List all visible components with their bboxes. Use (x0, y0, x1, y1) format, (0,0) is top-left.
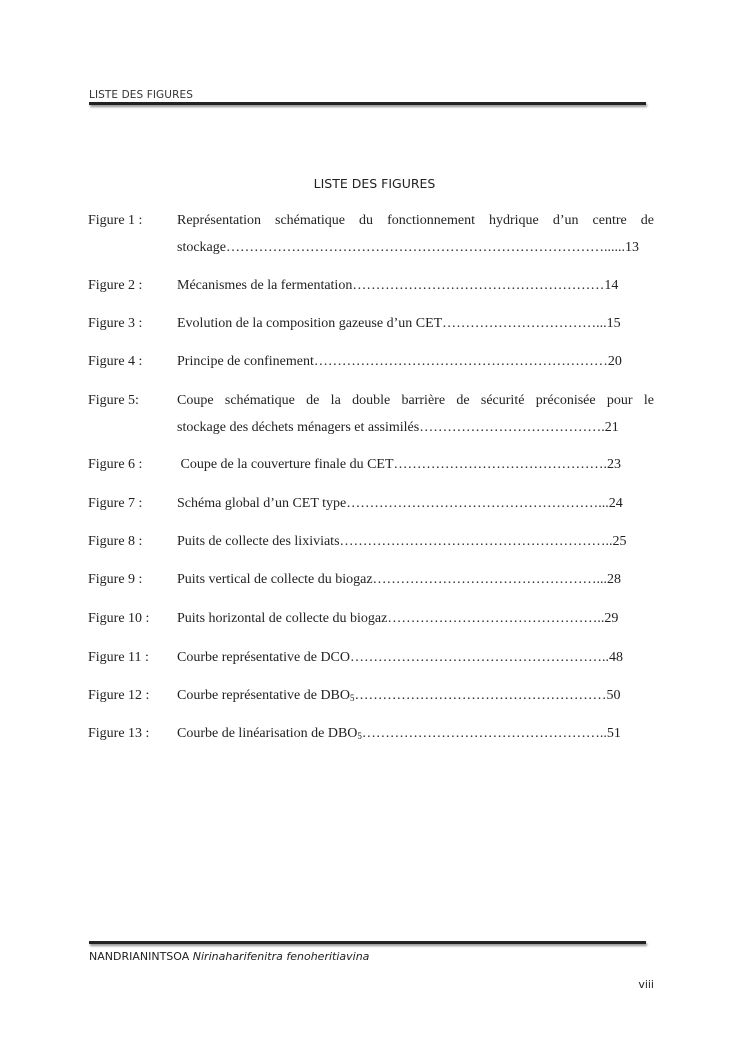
header-rule (89, 102, 646, 105)
subscript: 5 (350, 693, 355, 703)
dot-leader-page: ……………………………………………..51 (361, 726, 621, 741)
figure-label: Figure 5: (88, 393, 139, 408)
figure-title: Evolution de la composition gazeuse d’un CET……………………………...15 (177, 316, 621, 331)
figure-title: Courbe représentative de DCO………………………………………………..48 (177, 650, 623, 665)
figure-label: Figure 10 : (88, 611, 150, 626)
figure-title: Représentation schématique du fonctionnement hydrique d’un centre de (177, 213, 654, 228)
list-item-figure-4 (88, 352, 654, 372)
figure-title: Schéma global d’un CET type………………………………………………...24 (177, 496, 623, 511)
figure-label: Figure 12 : (88, 688, 150, 703)
list-item-figure-9 (88, 570, 654, 590)
page-title: LISTE DES FIGURES (313, 176, 436, 191)
figure-title: Coupe schématique de la double barrière de sécurité préconisée pour le (177, 393, 654, 408)
subscript: 5 (357, 731, 362, 741)
page-number: viii (638, 978, 654, 991)
figure-label: Figure 3 : (88, 316, 143, 331)
list-item-figure-5 (88, 391, 654, 438)
footer-rule (89, 941, 646, 944)
dot-leader-page: ………………………………………………50 (354, 688, 621, 703)
author-family-name: NANDRIANINTSOA (89, 950, 190, 963)
list-item-figure-7 (88, 494, 654, 514)
list-item-figure-10 (88, 609, 654, 629)
figure-title-continued: stockage des déchets ménagers et assimilés………………………………….21 (177, 420, 619, 435)
author-given-name: Nirinaharifenitra fenoheritiavina (192, 950, 370, 963)
running-header: LISTE DES FIGURES (89, 89, 193, 101)
figure-title-text: Courbe de linéarisation de DBO (177, 726, 358, 741)
figure-label: Figure 2 : (88, 278, 143, 293)
list-item-figure-11 (88, 648, 654, 668)
list-item-figure-6 (88, 455, 654, 475)
figure-label: Figure 13 : (88, 726, 150, 741)
figure-label: Figure 11 : (88, 650, 149, 665)
figure-title: Puits de collecte des lixiviats…………………………………………………..25 (177, 534, 627, 549)
figure-title (177, 724, 654, 746)
figure-label: Figure 1 : (88, 213, 143, 228)
figure-label: Figure 4 : (88, 354, 143, 369)
figure-title: Puits vertical de collecte du biogaz…………………………………………...28 (177, 572, 622, 587)
figure-title: Coupe de la couverture finale du CET……………………………………….23 (177, 457, 622, 472)
figure-label: Figure 8 : (88, 534, 143, 549)
figure-title: Principe de confinement………………………………………………………20 (177, 354, 622, 369)
list-item-figure-8 (88, 532, 654, 552)
figure-title (177, 686, 654, 708)
figure-label: Figure 6 : (88, 457, 143, 472)
figure-label: Figure 7 : (88, 496, 143, 511)
list-item-figure-2 (88, 276, 654, 296)
list-item-figure-12 (88, 686, 654, 708)
list-item-figure-3 (88, 314, 654, 334)
author-name (89, 950, 369, 963)
figure-title: Puits horizontal de collecte du biogaz………………………………………..29 (177, 611, 619, 626)
list-item-figure-1 (88, 211, 654, 258)
figure-label: Figure 9 : (88, 572, 143, 587)
figure-title-text: Courbe représentative de DBO (177, 688, 350, 703)
list-item-figure-13 (88, 724, 654, 746)
figure-title-continued: stockage………………………………………………………………………......13 (177, 240, 639, 255)
figure-title: Mécanismes de la fermentation………………………………………………14 (177, 278, 619, 293)
